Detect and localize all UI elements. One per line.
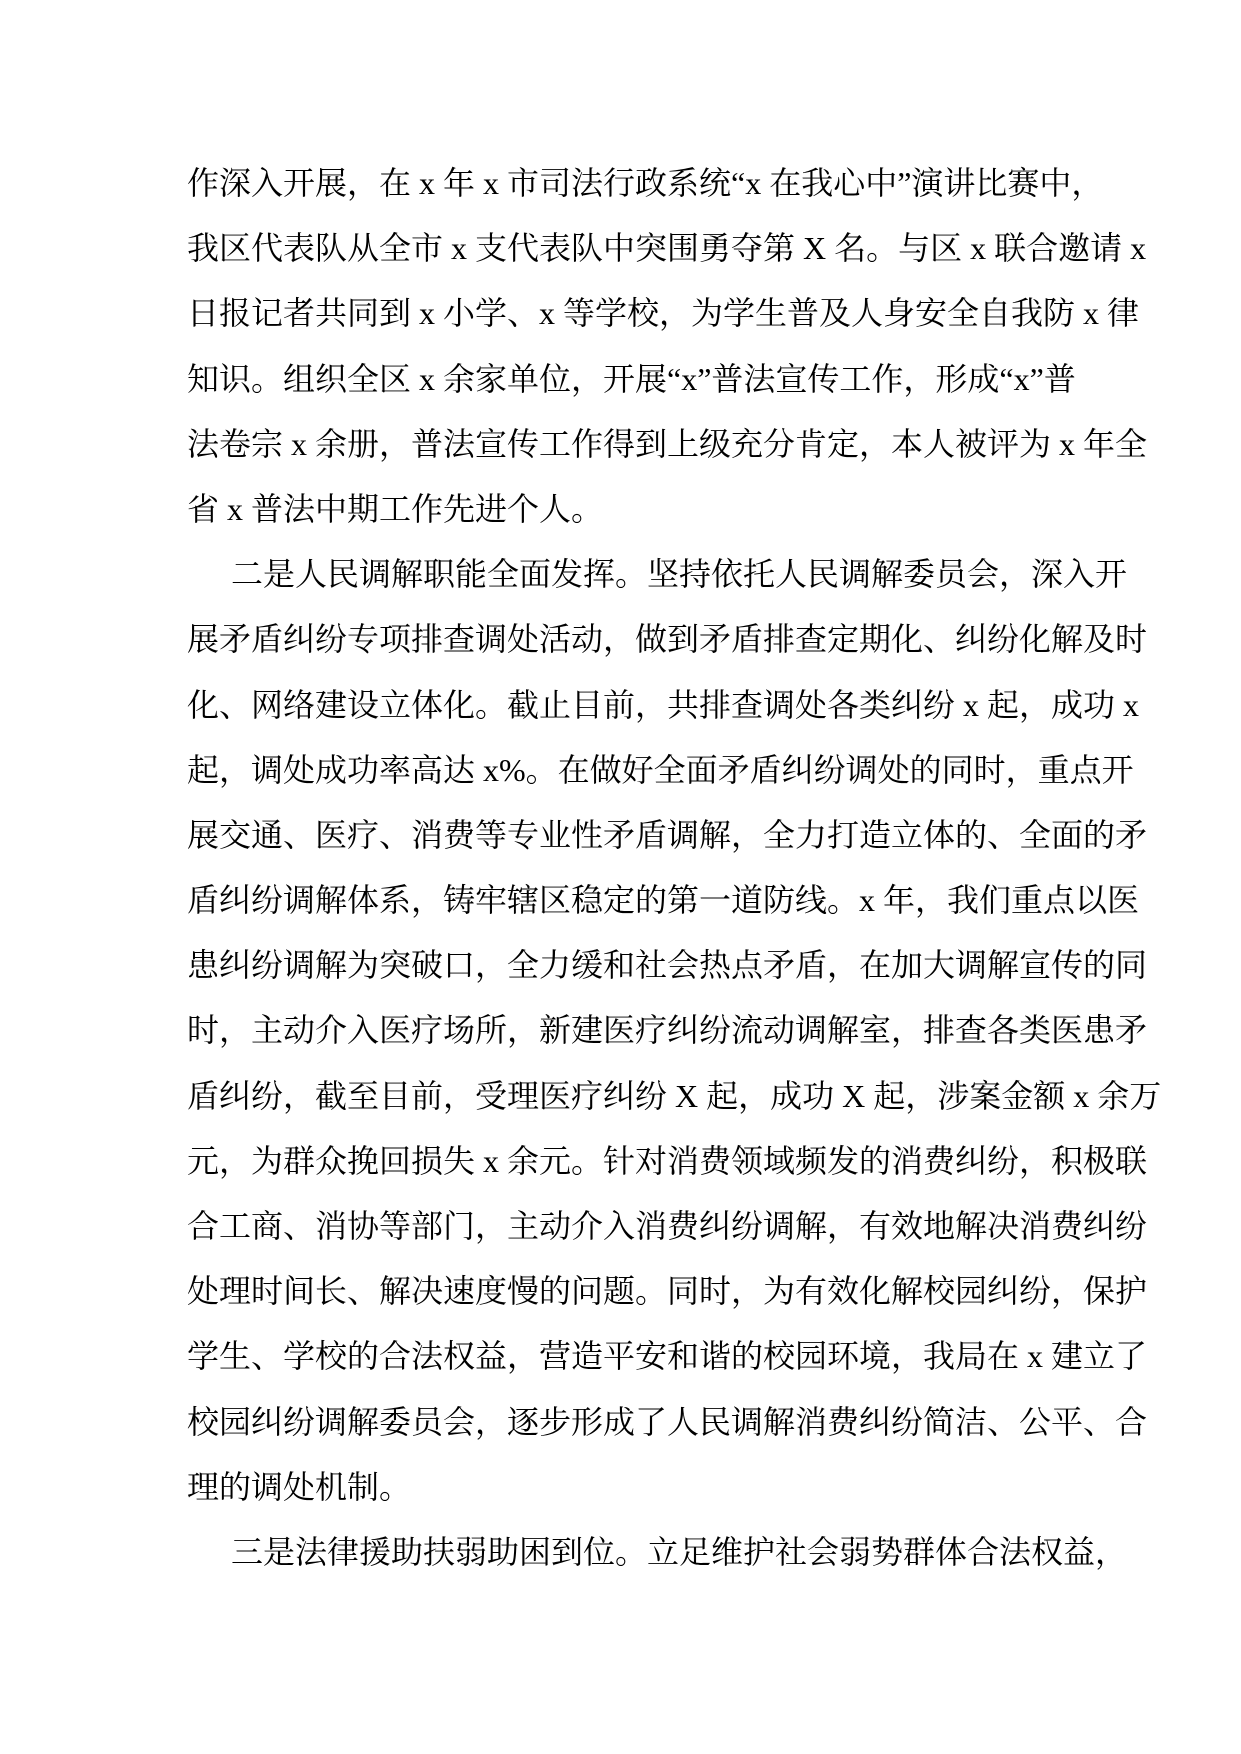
text-line: 校园纠纷调解委员会，逐步形成了人民调解消费纠纷简洁、公平、合: [187, 1403, 1148, 1440]
text-line: 知识。组织全区 x 余家单位，开展“x”普法宣传工作，形成“x”普: [187, 360, 1076, 397]
text-line: 二是人民调解职能全面发挥。坚持依托人民调解委员会，深入开: [231, 556, 1128, 593]
text-line: 省 x 普法中期工作先进个人。: [187, 490, 604, 527]
paragraph: [187, 1520, 1167, 1585]
text-line: 时，主动介入医疗场所，新建医疗纠纷流动调解室，排查各类医患矛: [187, 1012, 1148, 1049]
text-line: 盾纠纷调解体系，铸牢辖区稳定的第一道防线。x 年，我们重点以医: [187, 882, 1140, 919]
text-line: 我区代表队从全市 x 支代表队中突围勇夺第 X 名。与区 x 联合邀请 x: [187, 230, 1147, 267]
paragraph: [187, 542, 1167, 1520]
text-line: 化、网络建设立体化。截止目前，共排查调处各类纠纷 x 起，成功 x: [187, 686, 1140, 723]
document-body: [187, 151, 1167, 1585]
text-line: 理的调处机制。: [187, 1468, 412, 1505]
text-line: 元，为群众挽回损失 x 余元。针对消费领域频发的消费纠纷，积极联: [187, 1142, 1148, 1179]
text-line: 展矛盾纠纷专项排查调处活动，做到矛盾排查定期化、纠纷化解及时: [187, 621, 1148, 658]
text-line: 展交通、医疗、消费等专业性矛盾调解，全力打造立体的、全面的矛: [187, 816, 1148, 853]
text-line: 日报记者共同到 x 小学、x 等学校，为学生普及人身安全自我防 x 律: [187, 295, 1140, 332]
text-line: 盾纠纷，截至目前，受理医疗纠纷 X 起，成功 X 起，涉案金额 x 余万: [187, 1077, 1162, 1114]
text-line: 学生、学校的合法权益，营造平安和谐的校园环境，我局在 x 建立了: [187, 1338, 1148, 1375]
text-line: 法卷宗 x 余册，普法宣传工作得到上级充分肯定，本人被评为 x 年全: [187, 425, 1148, 462]
text-line: 处理时间长、解决速度慢的问题。同时，为有效化解校园纠纷，保护: [187, 1273, 1148, 1310]
paragraph: [187, 151, 1167, 542]
text-line: 起，调处成功率高达 x%。在做好全面矛盾纠纷调处的同时，重点开: [187, 751, 1134, 788]
text-line: 合工商、消协等部门，主动介入消费纠纷调解，有效地解决消费纠纷: [187, 1208, 1148, 1244]
text-line: 患纠纷调解为突破口，全力缓和社会热点矛盾，在加大调解宣传的同: [187, 947, 1148, 984]
text-line: 作深入开展，在 x 年 x 市司法行政系统“x 在我心中”演讲比赛中，: [187, 165, 1104, 201]
text-line: 三是法律援助扶弱助困到位。立足维护社会弱势群体合法权益，: [231, 1533, 1128, 1570]
